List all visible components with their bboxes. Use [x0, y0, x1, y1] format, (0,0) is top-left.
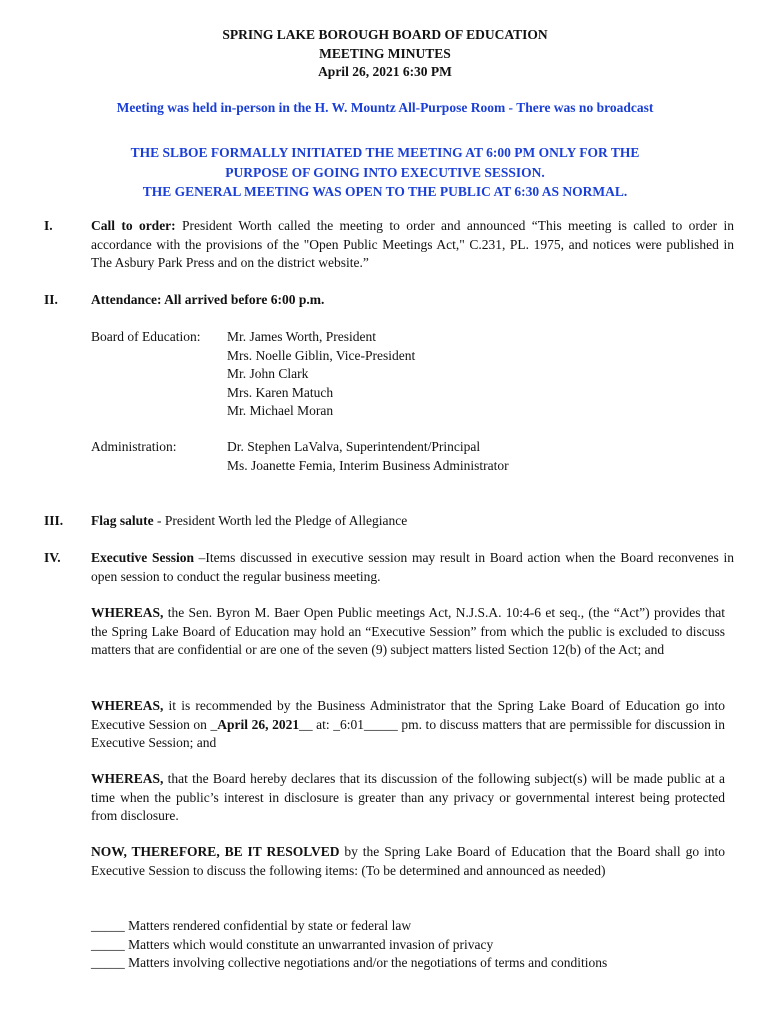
session-items-list: [91, 917, 725, 973]
header-date: April 26, 2021 6:30 PM: [318, 64, 452, 79]
resolved-label: NOW, THEREFORE, BE IT RESOLVED: [91, 844, 340, 859]
section-text: President Worth called the meeting to order and announced “This meeting is called to order in accordance with the provisions of the "Open Public Meetings Act," C.231, PL. 1975, and notices were published in The Asbury Park Press and on the district website.”: [91, 218, 734, 270]
section-body: [91, 549, 734, 586]
whereas-label: WHEREAS,: [91, 698, 164, 713]
whereas-paragraph-3: [91, 770, 725, 826]
paragraph-text: by the Spring Lake Board of Education that the Board shall go into Executive Session to discuss the following items: (To be determined and announced as needed): [91, 844, 725, 878]
paragraph-text: it is recommended by the Business Administrator that the Spring Lake Board of Education go into Executive Session on _: [91, 698, 725, 732]
formal-notice-line-2: PURPOSE OF GOING INTO EXECUTIVE SESSION.: [225, 164, 545, 180]
formal-notice-line-1: THE SLBOE FORMALLY INITIATED THE MEETING AT 6:00 PM ONLY FOR THE: [130, 145, 640, 160]
administration-label: Administration:: [91, 439, 177, 454]
section-body: [91, 512, 734, 531]
board-member: Mrs. Noelle Giblin, Vice-President: [227, 347, 416, 363]
section-title: Flag salute: [91, 513, 154, 528]
session-item: _____ Matters involving collective negotiations and/or the negotiations of terms and conditions: [91, 955, 608, 970]
session-item: _____ Matters which would constitute an unwarranted invasion of privacy: [91, 936, 494, 952]
board-member: Mr. John Clark: [227, 366, 309, 381]
section-number: II.: [44, 292, 58, 307]
session-date: April 26, 2021: [217, 716, 300, 732]
header-doc-type: MEETING MINUTES: [319, 45, 451, 61]
whereas-paragraph-1: [91, 604, 725, 660]
administrator: Ms. Joanette Femia, Interim Business Administrator: [227, 457, 509, 473]
document-header: [0, 26, 770, 82]
paragraph-text: the Sen. Byron M. Baer Open Public meetings Act, N.J.S.A. 10:4-6 et seq., (the “Act”) provides that the Spring Lake Board of Education may hold an “Executive Session” from which the public is excluded to discuss matters that are confidential or are one of the seven (9) subject matters listed Section 12(b) of the Act; and: [91, 605, 725, 657]
section-call-to-order: [44, 217, 734, 273]
resolved-paragraph: [91, 843, 725, 880]
section-title: Attendance: All arrived before 6:00 p.m.: [91, 292, 325, 307]
board-label: Board of Education:: [91, 329, 201, 344]
formal-notice: [0, 143, 770, 202]
section-flag-salute: [44, 512, 734, 531]
whereas-label: WHEREAS,: [91, 771, 164, 786]
administrator: Dr. Stephen LaValva, Superintendent/Principal: [227, 439, 481, 454]
session-item: _____ Matters rendered confidential by state or federal law: [91, 918, 412, 933]
section-text: –Items discussed in executive session may result in Board action when the Board reconvenes in open session to conduct the regular business meeting.: [91, 550, 734, 584]
section-text: - President Worth led the Pledge of Allegiance: [153, 513, 408, 528]
board-member: Mrs. Karen Matuch: [227, 384, 334, 400]
whereas-label: WHEREAS,: [91, 605, 164, 620]
section-attendance: [44, 291, 734, 310]
paragraph-text: that the Board hereby declares that its discussion of the following subject(s) will be made public at a time when the public’s interest in disclosure is greater than any privacy or governmental interest being protected from disclosure.: [91, 771, 725, 823]
section-number: IV.: [44, 550, 61, 565]
board-member: Mr. James Worth, President: [227, 329, 377, 344]
section-title: Executive Session: [91, 550, 194, 565]
section-title: Call to order:: [91, 218, 176, 233]
section-number: I.: [44, 218, 53, 233]
section-number: III.: [44, 513, 64, 528]
location-note: Meeting was held in-person in the H. W. Mountz All-Purpose Room - There was no broadcast: [116, 100, 654, 115]
section-executive-session: [44, 549, 734, 586]
whereas-paragraph-2: [91, 697, 725, 753]
section-body: [91, 217, 734, 273]
formal-notice-line-3: THE GENERAL MEETING WAS OPEN TO THE PUBLIC AT 6:30 AS NORMAL.: [142, 184, 628, 199]
paragraph-text: __ at: _6:01_____ pm. to discuss matters that are permissible for discussion in Executive Session; and: [91, 716, 725, 750]
header-board-name: SPRING LAKE BOROUGH BOARD OF EDUCATION: [222, 27, 548, 42]
board-member: Mr. Michael Moran: [227, 403, 334, 418]
